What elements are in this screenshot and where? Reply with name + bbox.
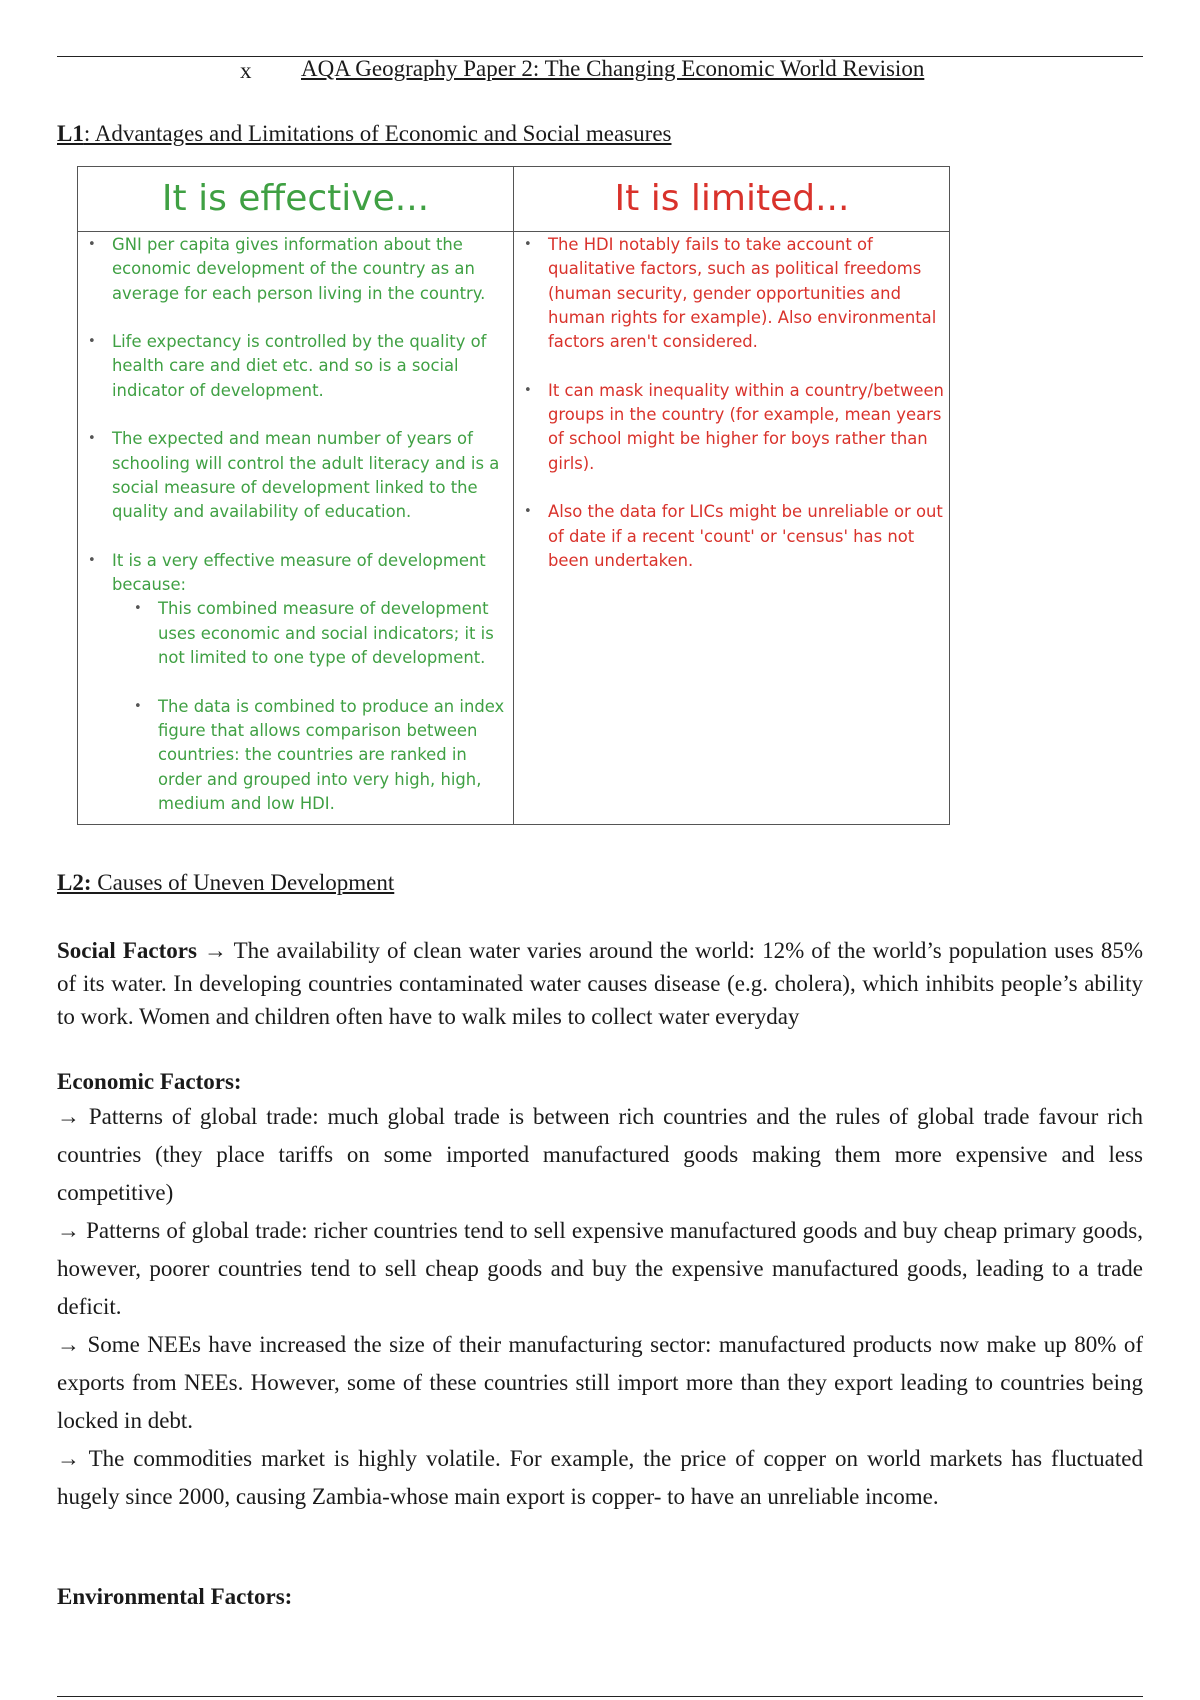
limited-column: [522, 233, 944, 573]
economic-factors-heading: Economic Factors:: [57, 1069, 242, 1094]
effective-column-heading: It is effective...: [161, 178, 430, 219]
section-label-l1: L1: [57, 121, 84, 146]
economic-point: → Patterns of global trade: much global trade is between rich countries and the rules of global trade favour rich countries (they place tariffs on some imported manufactured goods making them more expensive and less competitive): [57, 1104, 1143, 1205]
effective-point: • Life expectancy is controlled by the quality of health care and diet etc. and so is a social indicator of development.: [86, 330, 506, 403]
comparison-table: [77, 166, 950, 825]
section-title-l2: Causes of Uneven Development: [91, 870, 395, 895]
limited-column-heading: It is limited...: [614, 178, 850, 219]
social-factors-text: → The availability of clean water varies around the world: 12% of the world’s population uses 85% of its water. In developing countries contaminated water causes disease (e.g. cholera), which inhibits people’s ability to work. Women and children often have to walk miles to collect water everyday: [57, 938, 1143, 1029]
section-label-l2: L2:: [57, 870, 92, 895]
document-title: AQA Geography Paper 2: The Changing Economic World Revision: [301, 56, 925, 81]
effective-point: • It is a very effective measure of development because:: [86, 549, 506, 598]
social-factors-paragraph: [57, 934, 1143, 1033]
social-factors-lead: Social Factors: [57, 938, 197, 963]
bottom-rule: [57, 1696, 1143, 1697]
effective-point: • The expected and mean number of years of schooling will control the adult literacy and is a social measure of development linked to the quality and availability of education.: [86, 427, 506, 524]
limited-point: • Also the data for LICs might be unreliable or out of date if a recent 'count' or 'census' has not been undertaken.: [522, 500, 944, 573]
column-divider: [513, 167, 514, 824]
header-divider: [78, 231, 949, 232]
effective-subpoint: • The data is combined to produce an index figure that allows comparison between countries: the countries are ranked in order and grouped into very high, high, medium and low HDI.: [86, 695, 506, 816]
effective-column: [86, 233, 506, 816]
economic-point: → Patterns of global trade: richer countries tend to sell expensive manufactured goods and buy cheap primary goods, however, poorer countries tend to sell cheap goods and buy the expensive manufactured goods, leading to a trade deficit.: [57, 1218, 1143, 1319]
economic-factors-list: [57, 1098, 1143, 1516]
environmental-factors-heading: Environmental Factors:: [57, 1584, 293, 1609]
section-heading-l1: [57, 121, 671, 147]
effective-point: • GNI per capita gives information about the economic development of the country as an average for each person living in the country.: [86, 233, 506, 306]
section-title-l1: : Advantages and Limitations of Economic and Social measures: [83, 121, 672, 146]
header-marker: x: [240, 58, 252, 83]
effective-subpoint: • This combined measure of development uses economic and social indicators; it is not limited to one type of development.: [86, 597, 506, 670]
economic-point: → Some NEEs have increased the size of their manufacturing sector: manufactured products now make up 80% of exports from NEEs. However, some of these countries still import more than they export leading to countries being locked in debt.: [57, 1332, 1143, 1433]
limited-point: • The HDI notably fails to take account of qualitative factors, such as political freedoms (human security, gender opportunities and human rights for example). Also environmental factors aren't considered.: [522, 233, 944, 354]
economic-point: → The commodities market is highly volatile. For example, the price of copper on world markets has fluctuated hugely since 2000, causing Zambia-whose main export is copper- to have an unreliable income.: [57, 1446, 1143, 1509]
section-heading-l2: [57, 870, 394, 896]
limited-point: • It can mask inequality within a country/between groups in the country (for example, mean years of school might be higher for boys rather than girls).: [522, 379, 944, 476]
